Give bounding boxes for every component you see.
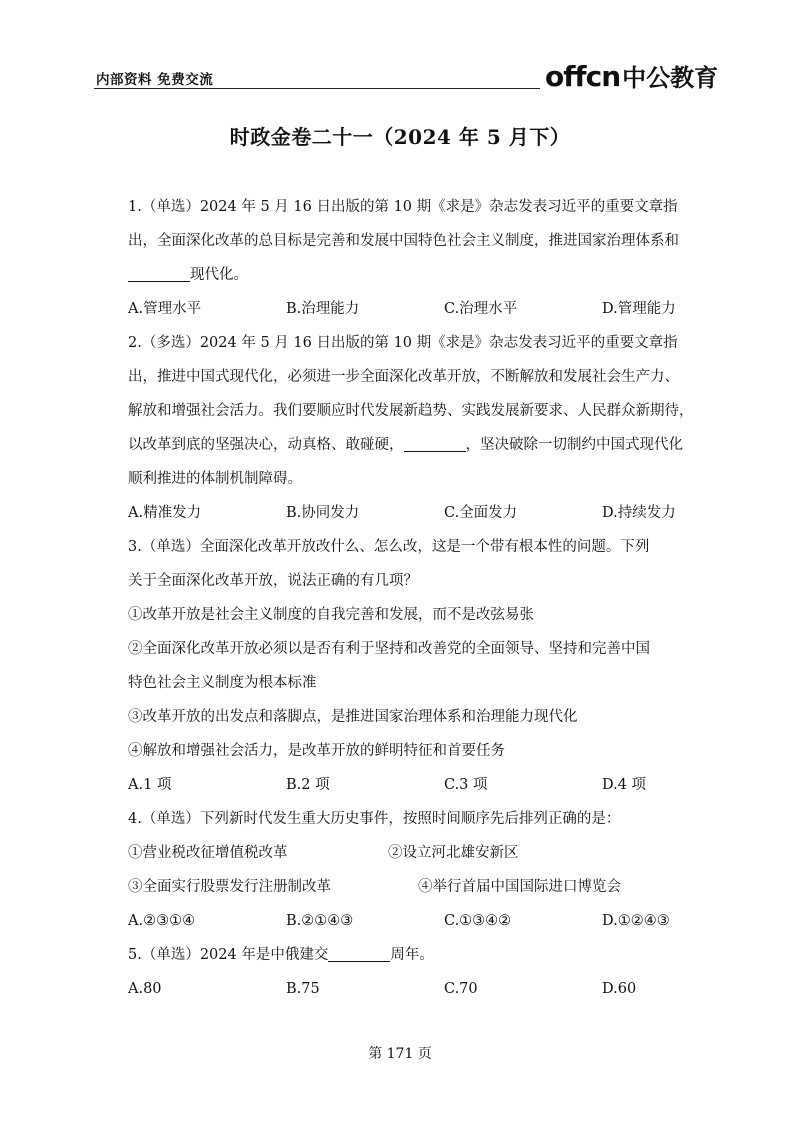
options-row — [128, 768, 702, 802]
question-stem-line: 解放和增强社会活力。我们要顺应时代发展新趋势、实践发展新要求、人民群众新期待， — [128, 403, 694, 419]
question-stem-line — [128, 428, 702, 462]
question-4 — [128, 802, 702, 938]
option-a: A.1 项 — [128, 777, 172, 793]
statement-1: ①改革开放是社会主义制度的自我完善和发展，而不是改弦易张 — [128, 607, 534, 623]
header-label: 内部资料 免费交流 — [96, 72, 214, 88]
statement-4: ④解放和增强社会活力，是改革开放的鲜明特征和首要任务 — [128, 743, 505, 759]
answer-blank — [328, 941, 390, 962]
page-title: 时政金卷二十一（2024 年 5 月下） — [229, 125, 571, 149]
option-c: C.治理水平 — [444, 301, 518, 317]
option-d: D.60 — [602, 981, 637, 997]
question-stem-line: 4.（单选）下列新时代发生重大历史事件，按照时间顺序先后排列正确的是： — [128, 811, 621, 827]
question-stem-line: 关于全面深化改革开放，说法正确的有几项？ — [128, 573, 418, 589]
option-a: A.精准发力 — [128, 505, 202, 521]
header-rule — [94, 88, 540, 89]
answer-blank — [404, 431, 466, 452]
option-c: C.70 — [444, 981, 478, 997]
option-b: B.75 — [286, 981, 320, 997]
stem-part: 周年。 — [390, 947, 434, 963]
event-pair — [128, 836, 702, 870]
option-a: A.②③①④ — [128, 913, 196, 929]
event-1: ①营业税改征增值税改革 — [128, 845, 288, 861]
option-d: D.①②④③ — [602, 913, 670, 929]
answer-blank — [128, 261, 190, 282]
logo-latin-text: offcn — [545, 60, 621, 93]
question-stem-line — [128, 938, 702, 972]
brand-logo — [545, 60, 718, 94]
option-d: D.管理能力 — [602, 301, 676, 317]
question-stem-tail: 现代化。 — [190, 267, 248, 283]
option-a: A.管理水平 — [128, 301, 202, 317]
event-2: ②设立河北雄安新区 — [388, 845, 519, 861]
option-b: B.2 项 — [286, 777, 330, 793]
question-5 — [128, 938, 702, 1006]
option-c: C.①③④② — [444, 913, 512, 929]
option-b: B.协同发力 — [286, 505, 360, 521]
stem-part: ，坚决破除一切制约中国式现代化 — [465, 437, 683, 453]
event-3: ③全面实行股票发行注册制改革 — [128, 879, 331, 895]
option-d: D.持续发力 — [602, 505, 676, 521]
options-row — [128, 292, 702, 326]
options-row — [128, 496, 702, 530]
option-a: A.80 — [128, 981, 162, 997]
question-stem-line: 2.（多选）2024 年 5 月 16 日出版的第 10 期《求是》杂志发表习近平的重要文章指 — [128, 335, 678, 351]
question-3 — [128, 530, 702, 802]
question-list — [128, 190, 702, 1006]
question-1 — [128, 190, 702, 326]
option-c: C.3 项 — [444, 777, 488, 793]
question-stem-line: 出，推进中国式现代化，必须进一步全面深化改革开放，不断解放和发展社会生产力、 — [128, 369, 679, 385]
statement-3: ③改革开放的出发点和落脚点，是推进国家治理体系和治理能力现代化 — [128, 709, 578, 725]
option-b: B.②①④③ — [286, 913, 354, 929]
stem-part: 以改革到底的坚强决心，动真格、敢碰硬， — [128, 437, 404, 453]
option-d: D.4 项 — [602, 777, 647, 793]
question-stem-line — [128, 258, 702, 292]
question-stem-line: 3.（单选）全面深化改革开放改什么、怎么改，这是一个带有根本性的问题。下列 — [128, 539, 650, 555]
option-b: B.治理能力 — [286, 301, 360, 317]
statement-2: ②全面深化改革开放必须以是否有利于坚持和改善党的全面领导、坚持和完善中国 — [128, 641, 650, 657]
statement-2-continued: 特色社会主义制度为根本标准 — [128, 675, 317, 691]
question-stem-line: 顺利推进的体制机制障碍。 — [128, 471, 302, 487]
logo-chinese-text: 中公教育 — [622, 64, 719, 92]
option-c: C.全面发力 — [444, 505, 518, 521]
page-number: 第 171 页 — [368, 1046, 432, 1062]
options-row — [128, 904, 702, 938]
event-4: ④举行首届中国国际进口博览会 — [418, 879, 621, 895]
question-stem-line: 出，全面深化改革的总目标是完善和发展中国特色社会主义制度，推进国家治理体系和 — [128, 233, 679, 249]
question-2 — [128, 326, 702, 530]
options-row — [128, 972, 702, 1006]
event-pair — [128, 870, 702, 904]
question-stem-line: 1.（单选）2024 年 5 月 16 日出版的第 10 期《求是》杂志发表习近平的重要文章指 — [128, 199, 678, 215]
stem-part: 5.（单选）2024 年是中俄建交 — [128, 947, 329, 963]
